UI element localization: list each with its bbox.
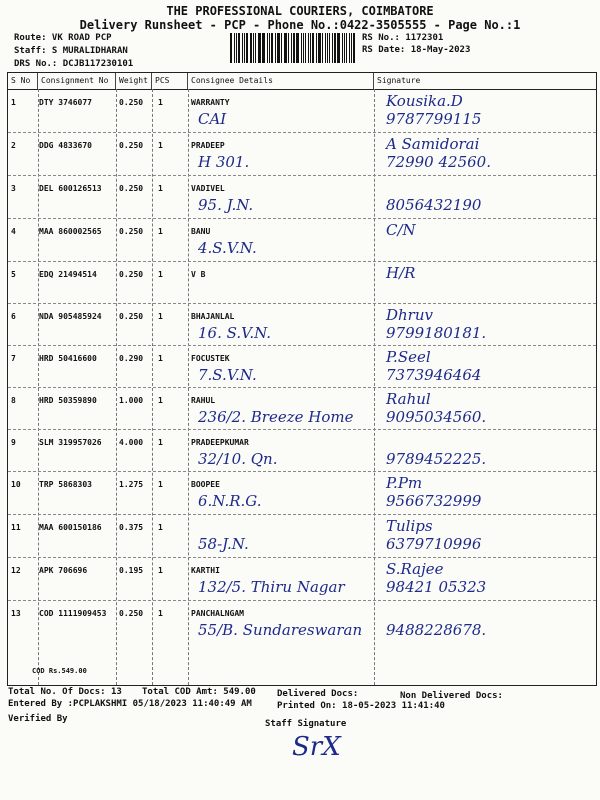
table-row	[8, 472, 596, 515]
table-row	[8, 558, 596, 601]
barcode-bar	[258, 33, 261, 63]
delivered-docs: Delivered Docs:	[277, 689, 359, 699]
table-row	[8, 304, 596, 346]
table-row	[8, 346, 596, 388]
row-pcs: 1	[158, 227, 163, 236]
table-row	[8, 388, 596, 430]
row-pcs: 1	[158, 523, 163, 532]
col-header-consignment: Consignment No	[38, 73, 116, 89]
barcode-bar	[305, 33, 307, 63]
row-sno: 12	[11, 566, 21, 575]
table-row	[8, 219, 596, 262]
barcode-bar	[316, 33, 317, 63]
row-weight: 0.195	[119, 566, 144, 575]
cod-note: COD Rs.549.00	[32, 667, 87, 675]
row-pcs: 1	[158, 98, 163, 107]
row-consignee-name: RAHUL	[191, 396, 216, 405]
row-weight: 1.275	[119, 480, 144, 489]
row-consignment-no: SLM 319957026	[39, 438, 102, 447]
row-signature-name: H/R	[386, 264, 416, 282]
row-signature-name: S.Rajee	[386, 560, 444, 578]
col-header-signature: Signature	[377, 76, 421, 85]
row-consignment-no: MAA 600150186	[39, 523, 102, 532]
table-row	[8, 176, 596, 219]
col-header-sno: S No	[8, 73, 38, 89]
row-consignment-no: NDA 905485924	[39, 312, 102, 321]
staff-signature-label: Staff Signature	[265, 719, 347, 729]
row-signature-phone: 98421 05323	[386, 578, 487, 596]
row-consignment-no: DDG 4833670	[39, 141, 92, 150]
row-weight: 0.375	[119, 523, 144, 532]
row-signature-name: Kousika.D	[386, 92, 463, 110]
barcode-bar	[308, 33, 309, 63]
row-consignee-name: FOCUSTEK	[191, 354, 230, 363]
barcode-bar	[281, 33, 282, 63]
rs-number: RS No.: 1172301	[362, 33, 444, 43]
row-sno: 5	[11, 270, 16, 279]
barcode-bar	[271, 33, 273, 63]
row-signature-phone: 7373946464	[386, 366, 482, 384]
row-pcs: 1	[158, 354, 163, 363]
row-consignment-no: HRD 50359890	[39, 396, 97, 405]
row-consignee-name: PRADEEP	[191, 141, 225, 150]
row-address-handwritten: 6.N.R.G.	[198, 492, 262, 510]
row-consignee-name: BOOPEE	[191, 480, 220, 489]
row-sno: 11	[11, 523, 21, 532]
row-sno: 6	[11, 312, 16, 321]
barcode-bar	[332, 33, 333, 63]
entered-by: Entered By :PCPLAKSHMI 05/18/2023 11:40:49 AM	[8, 699, 252, 709]
rs-date: RS Date: 18-May-2023	[362, 45, 471, 55]
row-signature-phone: 6379710996	[386, 535, 482, 553]
table-row	[8, 515, 596, 558]
col-header-weight: Weight	[116, 73, 152, 89]
row-pcs: 1	[158, 438, 163, 447]
row-address-handwritten: 58-J.N.	[198, 535, 249, 553]
row-consignment-no: APK 706696	[39, 566, 88, 575]
row-pcs: 1	[158, 312, 163, 321]
barcode-bar	[303, 33, 304, 63]
barcode-bar	[353, 33, 355, 63]
runsheet-table	[7, 72, 597, 686]
staff-label: Staff: S MURALIDHARAN	[14, 46, 128, 56]
row-signature-phone: 9488228678.	[386, 621, 487, 639]
barcode-bar	[275, 33, 276, 63]
company-title: THE PROFESSIONAL COURIERS, COIMBATORE	[166, 4, 434, 18]
non-delivered-docs: Non Delivered Docs:	[400, 691, 503, 701]
barcode-bar	[255, 33, 256, 63]
row-weight: 0.250	[119, 98, 144, 107]
row-sno: 8	[11, 396, 16, 405]
drs-number: DRS No.: DCJB117230101	[14, 59, 134, 69]
row-pcs: 1	[158, 480, 163, 489]
table-row	[8, 601, 596, 643]
barcode-bar	[285, 33, 287, 63]
row-signature-phone: 9095034560.	[386, 408, 487, 426]
row-weight: 1.000	[119, 396, 144, 405]
barcode-bar	[310, 33, 311, 63]
barcode-bar	[327, 33, 328, 63]
row-consignee-name: BHAJANLAL	[191, 312, 235, 321]
row-sno: 1	[11, 98, 16, 107]
barcode-bar	[244, 33, 245, 63]
row-address-handwritten: 32/10. Qn.	[198, 450, 278, 468]
barcode-bar	[269, 33, 270, 63]
row-sno: 3	[11, 184, 16, 193]
barcode	[230, 33, 357, 63]
row-signature-phone: 9789452225.	[386, 450, 487, 468]
table-row	[8, 262, 596, 304]
row-consignment-no: HRD 50416600	[39, 354, 97, 363]
barcode-bar	[253, 33, 254, 63]
row-weight: 0.250	[119, 227, 144, 236]
barcode-bar	[246, 33, 248, 63]
row-signature-name: P.Pm	[386, 474, 423, 492]
row-consignment-no: DEL 600126513	[39, 184, 102, 193]
row-sno: 9	[11, 438, 16, 447]
barcode-bar	[318, 33, 321, 63]
route-label: Route: VK ROAD PCP	[14, 33, 112, 43]
row-consignment-no: MAA 860002565	[39, 227, 102, 236]
barcode-bar	[301, 33, 302, 63]
row-weight: 0.250	[119, 609, 144, 618]
row-signature-phone: 72990 42560.	[386, 153, 491, 171]
barcode-bar	[293, 33, 295, 63]
barcode-bar	[234, 33, 235, 63]
row-consignee-name: VADIVEL	[191, 184, 225, 193]
row-pcs: 1	[158, 566, 163, 575]
printed-on: Printed On: 18-05-2023 11:41:40	[277, 701, 445, 711]
row-weight: 0.250	[119, 312, 144, 321]
row-address-handwritten: 4.S.V.N.	[198, 239, 257, 257]
row-sno: 10	[11, 480, 21, 489]
row-pcs: 1	[158, 270, 163, 279]
row-consignment-no: DTY 3746077	[39, 98, 92, 107]
barcode-bar	[329, 33, 330, 63]
barcode-bar	[238, 33, 241, 63]
row-consignment-no: TRP 5868303	[39, 480, 92, 489]
barcode-bar	[344, 33, 345, 63]
barcode-bar	[322, 33, 323, 63]
row-address-handwritten: 55/B. Sundareswaran	[198, 621, 363, 639]
barcode-bar	[277, 33, 280, 63]
barcode-bar	[346, 33, 348, 63]
row-address-handwritten: 132/5. Thiru Nagar	[198, 578, 345, 596]
row-pcs: 1	[158, 141, 163, 150]
col-header-consignee: Consignee Details	[188, 73, 374, 89]
total-cod: Total COD Amt: 549.00	[142, 687, 256, 697]
table-row	[8, 90, 596, 133]
row-consignee-name: PANCHALNGAM	[191, 609, 244, 618]
total-docs: Total No. Of Docs: 13	[8, 687, 122, 697]
row-signature-name: C/N	[386, 221, 416, 239]
barcode-bar	[337, 33, 340, 63]
row-address-handwritten: 7.S.V.N.	[198, 366, 257, 384]
barcode-bar	[236, 33, 237, 63]
row-address-handwritten: 16. S.V.N.	[198, 324, 272, 342]
row-signature-name: Tulips	[386, 517, 433, 535]
barcode-bar	[296, 33, 299, 63]
row-pcs: 1	[158, 609, 163, 618]
row-weight: 0.250	[119, 141, 144, 150]
barcode-bar	[351, 33, 352, 63]
barcode-bar	[267, 33, 268, 63]
row-sno: 13	[11, 609, 21, 618]
barcode-bar	[349, 33, 350, 63]
row-sno: 4	[11, 227, 16, 236]
row-consignee-name: PRADEEPKUMAR	[191, 438, 249, 447]
row-address-handwritten: H 301.	[198, 153, 250, 171]
row-sno: 7	[11, 354, 16, 363]
barcode-bar	[284, 33, 285, 63]
barcode-bar	[291, 33, 292, 63]
row-signature-name: Rahul	[386, 390, 431, 408]
barcode-bar	[334, 33, 336, 63]
staff-signature-mark: SrX	[292, 732, 341, 762]
row-signature-phone: 8056432190	[386, 196, 482, 214]
barcode-bar	[288, 33, 289, 63]
row-consignment-no: EDQ 21494514	[39, 270, 97, 279]
row-consignee-name: KARTHI	[191, 566, 220, 575]
row-consignment-no: COD 1111909453	[39, 609, 107, 618]
col-header-pcs: PCS	[152, 73, 188, 89]
barcode-bar	[230, 33, 232, 63]
row-signature-name: A Samidorai	[386, 135, 480, 153]
table-row	[8, 133, 596, 176]
table-row	[8, 430, 596, 472]
row-sno: 2	[11, 141, 16, 150]
row-address-handwritten: CAI	[198, 110, 227, 128]
row-weight: 0.290	[119, 354, 144, 363]
barcode-bar	[250, 33, 252, 63]
document-title: Delivery Runsheet - PCP - Phone No.:0422-3505555 - Page No.:1	[79, 18, 521, 32]
barcode-bar	[325, 33, 327, 63]
row-signature-phone: 9566732999	[386, 492, 482, 510]
row-address-handwritten: 236/2. Breeze Home	[198, 408, 354, 426]
row-consignee-name: BANU	[191, 227, 211, 236]
barcode-bar	[263, 33, 265, 63]
barcode-bar	[242, 33, 243, 63]
row-weight: 0.250	[119, 270, 144, 279]
row-weight: 4.000	[119, 438, 144, 447]
row-pcs: 1	[158, 184, 163, 193]
row-signature-name: Dhruv	[386, 306, 433, 324]
row-pcs: 1	[158, 396, 163, 405]
row-signature-name: P.Seel	[386, 348, 431, 366]
row-consignee-name: WARRANTY	[191, 98, 230, 107]
barcode-bar	[342, 33, 343, 63]
barcode-bar	[262, 33, 263, 63]
row-signature-phone: 9787799115	[386, 110, 482, 128]
row-address-handwritten: 95. J.N.	[198, 196, 254, 214]
barcode-bar	[312, 33, 314, 63]
row-consignee-name: V B	[191, 270, 206, 279]
row-weight: 0.250	[119, 184, 144, 193]
verified-by: Verified By	[8, 714, 68, 724]
row-signature-phone: 9799180181.	[386, 324, 487, 342]
